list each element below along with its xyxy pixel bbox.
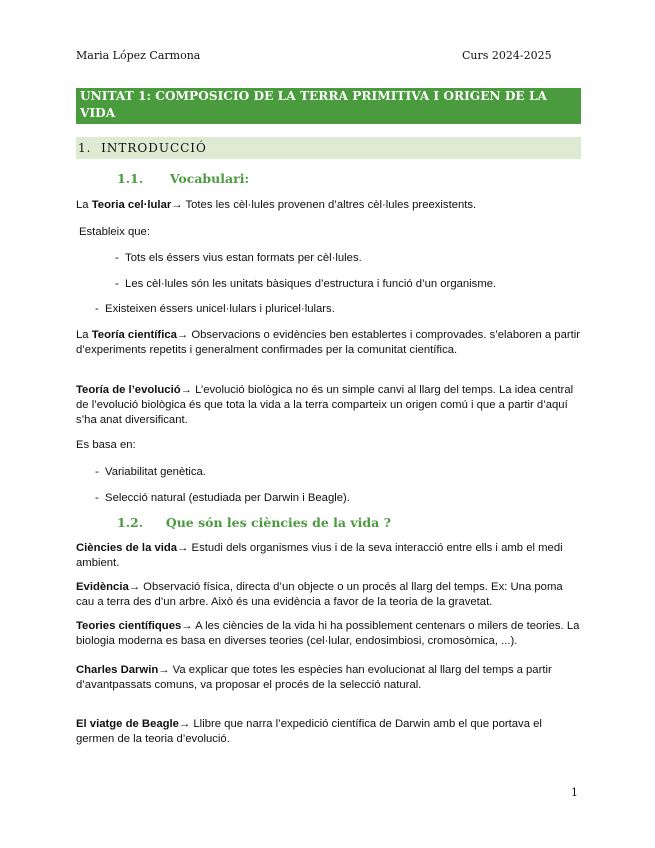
section-title: INTRODUCCIÓ [101, 141, 207, 155]
subsection-title: Vocabulari: [169, 171, 250, 186]
arrow-icon: → [128, 581, 141, 593]
definition-text: Observació física, directa d’un objecte o un procés al llarg del temps. Ex: Una poma cau a terra des d’un arbre. Això és una evidència a favor de la teoria de la gravetat. [76, 581, 563, 608]
establishes-text: Estableix que: [79, 226, 150, 238]
list-item-text: Tots els éssers vius estan formats per cèl·lules. [125, 252, 362, 264]
subsection-1-heading [117, 171, 249, 186]
scientific-theory-paragraph [76, 328, 581, 358]
list-item-text: Existeixen éssers unicel·lulars i pluricel·lulars. [105, 303, 335, 315]
subsection-2-heading [117, 515, 391, 530]
lead-text: La [76, 329, 92, 341]
definition-text: Va explicar que totes les espècies han evolucionat al llarg del temps a partir d’avantpassats comuns, va proposar el procés de la selecció natural. [76, 664, 552, 691]
arrow-icon: → [178, 718, 191, 730]
list-item: - Tots els éssers vius estan formats per cèl·lules. [115, 252, 362, 264]
unit-title-banner [76, 88, 581, 124]
course-year: Curs 2024-2025 [462, 49, 552, 62]
definition-text: Observacions o evidències ben establertes i comprovades. s’elaboren a partir d’experiments repetits i generalment confirmades per la comunitat científica. [76, 329, 581, 356]
page-number: 1 [571, 786, 578, 799]
term-scientific-theory: Teoría científica [91, 329, 177, 341]
list-item: - Selecció natural (estudiada per Darwin i Beagle). [95, 492, 350, 504]
subsection-number: 1.1. [117, 171, 144, 186]
lead-text: La [76, 199, 92, 211]
darwin-paragraph [76, 663, 581, 693]
arrow-icon: → [177, 542, 189, 554]
term-charles-darwin: Charles Darwin [76, 664, 159, 676]
beagle-paragraph [76, 717, 581, 747]
arrow-icon: → [176, 329, 189, 341]
term-beagle-voyage: El viatge de Beagle [76, 718, 179, 730]
based-on-text: Es basa en: [76, 439, 136, 451]
unit-title: UNITAT 1: COMPOSICIO DE LA TERRA PRIMITIVA I ORIGEN DE LA VIDA [80, 89, 547, 120]
term-evidence: Evidència [76, 581, 129, 593]
list-item: - Existeixen éssers unicel·lulars i pluricel·lulars. [95, 303, 335, 315]
subsection-number: 1.2. [117, 515, 144, 530]
term-life-sciences: Ciències de la vida [76, 542, 178, 554]
definition-text: Estudi dels organismes vius i de la seva interacció entre ells i amb el medi ambient. [76, 542, 563, 569]
life-sciences-paragraph [76, 541, 581, 571]
evolution-theory-paragraph [76, 383, 581, 428]
evidence-paragraph [76, 580, 581, 610]
list-item-text: Les cèl·lules són les unitats bàsiques d’estructura i funció d’un organisme. [125, 278, 497, 290]
term-scientific-theories: Teories científiques [76, 620, 182, 632]
cell-theory-paragraph [76, 198, 581, 213]
subsection-title: Que són les ciències de la vida ? [165, 515, 391, 530]
section-heading [76, 137, 581, 159]
term-evolution: Teoría de l’evolució [76, 384, 181, 396]
list-item: - Variabilitat genètica. [95, 466, 206, 478]
scientific-theories-paragraph [76, 619, 581, 649]
definition-text: Totes les cèl·lules provenen d’altres cèl·lules preexistents. [182, 199, 477, 211]
arrow-icon: → [158, 664, 170, 676]
author-name: Maria López Carmona [76, 49, 201, 62]
arrow-icon: → [180, 384, 192, 396]
definition-text: Llibre que narra l’expedició científica de Darwin amb el que portava el germen de la teoria d’evolució. [76, 718, 542, 745]
definition-text: A les ciències de la vida hi ha possiblement centenars o milers de teories. La biologia moderna es basa en diverses teories (cel·lular, endosimbiosi, cromosòmica, ...). [76, 620, 580, 647]
arrow-icon: → [181, 620, 193, 632]
list-item: - Les cèl·lules són les unitats bàsiques d’estructura i funció d’un organisme. [115, 278, 497, 290]
definition-text: L’evolució biològica no és un simple canvi al llarg del temps. La idea central de l’evolució biològica és que tota la vida a la terra comparteix un origen comú i que a partir d’aquí s’ha anat diversificant. [76, 384, 574, 426]
arrow-icon: → [171, 199, 183, 211]
section-number: 1. [78, 141, 92, 155]
list-item-text: Variabilitat genètica. [105, 466, 206, 478]
list-item-text: Selecció natural (estudiada per Darwin i Beagle). [105, 492, 350, 504]
term-cell-theory: Teoria cel·lular [91, 199, 172, 211]
